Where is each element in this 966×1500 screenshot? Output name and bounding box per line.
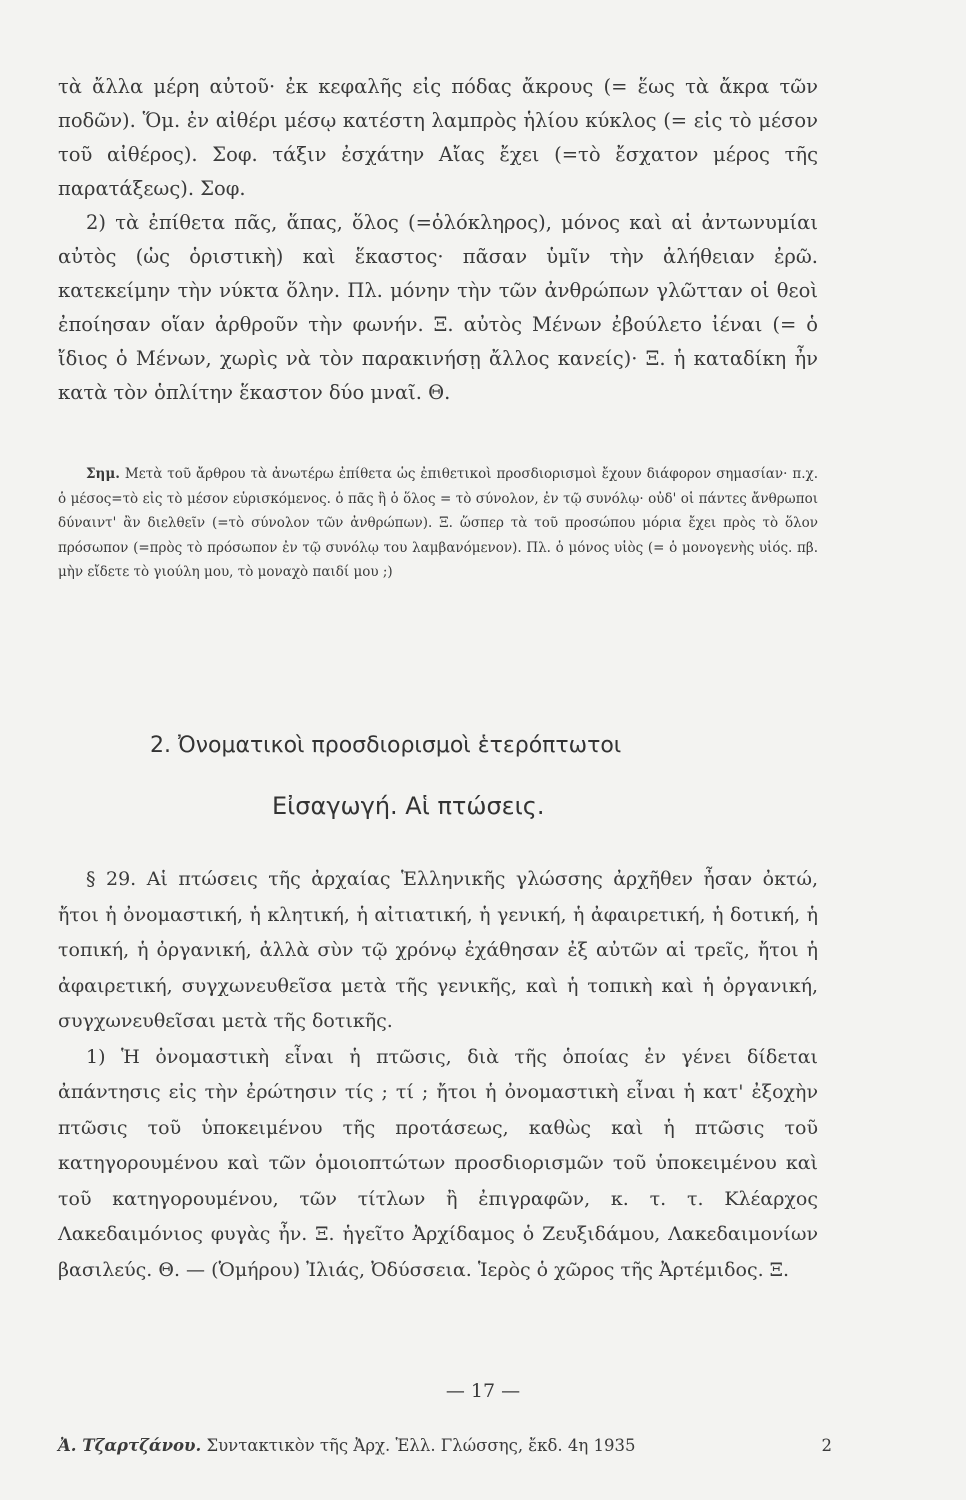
note-text: Μετὰ τοῦ ἄρθρου τὰ ἀνωτέρω ἐπίθετα ὡς ἐπιθετικοὶ προσδιορισμοὶ ἔχουν διάφορον σημασίαν· π.χ. ὁ μέσος=τὸ εἰς τὸ μέσον εὑρισκόμενος. ὁ πᾶς ἢ ὁ ὅλος = τὸ σύνολον, ἐν τῷ συνόλῳ· οὐδ' οἱ πάντες ἄνθρωποι δύναιντ' ἂν διελθεῖν (=τὸ σύνολον τῶν ἀνθρώπων). Ξ. ὥσπερ τὰ τοῦ προσώπου μόρια ἔχει πρὸς τὸ ὅλον πρόσωπον (=πρὸς τὸ πρόσωπον ἐν τῷ συνόλῳ του λαμβανόμενον). Πλ. ὁ μόνος υἱὸς (= ὁ μονογενὴς υἱός. πβ. μὴν εἴδετε τὸ γιούλη μου, τὸ μοναχὸ παιδί μου ;) <box>58 466 818 580</box>
paragraph-adjectives: 2) τὰ ἐπίθετα πᾶς, ἅπας, ὅλος (=ὁλόκληρος), μόνος καὶ αἱ ἀντωνυμίαι αὐτὸς (ὡς ὁριστικὴ) καὶ ἕκαστος· πᾶσαν ὑμῖν τὴν ἀλήθειαν ἐρῶ. κατεκείμην τὴν νύκτα ὅλην. Πλ. μόνην τὴν τῶν ἀνθρώπων γλῶτταν οἱ θεοὶ ἐποίησαν οἵαν ἀρθροῦν τὴν φωνήν. Ξ. αὐτὸς Μένων ἐβούλετο ἰέναι (= ὁ ἴδιος ὁ Μένων, χωρὶς νὰ τὸν παρακινήσῃ ἄλλος κανείς)· Ξ. ἡ καταδίκη ἦν κατὰ τὸν ὁπλίτην ἕκαστον δύο μναῖ. Θ. <box>58 211 818 404</box>
page-number: — 17 — <box>445 1380 521 1402</box>
chapter-number: 2. <box>150 733 171 758</box>
note-label: Σημ. <box>86 466 120 482</box>
page-footer <box>58 1436 832 1455</box>
section-subtitle: Εἰσαγωγή. Αἱ πτώσεις. <box>272 792 545 820</box>
footer-author: Ἀ. Τζαρτζάνου. <box>58 1436 202 1455</box>
paragraph-parts: τὰ ἄλλα μέρη αὐτοῦ· ἐκ κεφαλῆς εἰς πόδας ἄκρους (= ἕως τὰ ἄκρα τῶν ποδῶν). Ὅμ. ἐν αἰθέρι μέσῳ κατέστη λαμπρὸς ἡλίου κύκλος (= εἰς τὸ μέσον τοῦ αἰθέρος). Σοφ. τάξιν ἐσχάτην Αἴας ἔχει (=τὸ ἔσχατον μέρος τῆς παρατάξεως). Σοφ. <box>58 75 818 200</box>
chapter-heading <box>150 733 621 758</box>
section-29 <box>58 862 818 1288</box>
footer-sheet-number: 2 <box>821 1436 832 1455</box>
note-paragraph <box>58 462 818 585</box>
paragraph-cases-intro: § 29. Αἱ πτώσεις τῆς ἀρχαίας Ἑλληνικῆς γλώσσης ἀρχῆθεν ἦσαν ὀκτώ, ἤτοι ἡ ὀνομαστική, ἡ κλητική, ἡ αἰτιατική, ἡ γενική, ἡ ἀφαιρετική, ἡ δοτική, ἡ τοπική, ἡ ὀργανική, ἀλλὰ σὺν τῷ χρόνῳ ἐχάθησαν ἐξ αὐτῶν αἱ τρεῖς, ἤτοι ἡ ἀφαιρετική, συγχωνευθεῖσα μετὰ τῆς γενικῆς, καὶ ἡ τοπικὴ καὶ ἡ ὀργανική, συγχωνευθεῖσαι μετὰ τῆς δοτικῆς. <box>58 868 818 1032</box>
paragraph-nominative: 1) Ἡ ὀνομαστικὴ εἶναι ἡ πτῶσις, διὰ τῆς ὁποίας ἐν γένει δίδεται ἀπάντησις εἰς τὴν ἐρώτησιν τίς ; τί ; ἤτοι ἡ ὀνομαστικὴ εἶναι ἡ κατ' ἐξοχὴν πτῶσις τοῦ ὑποκειμένου τῆς προτάσεως, καθὼς καὶ ἡ πτῶσις τοῦ κατηγορουμένου καὶ τῶν ὁμοιοπτώτων προσδιορισμῶν τοῦ ὑποκειμένου καὶ τοῦ κατηγορουμένου, τῶν τίτλων ἢ ἐπιγραφῶν, κ. τ. τ. Κλέαρχος Λακεδαιμόνιος φυγὰς ἦν. Ξ. ἡγεῖτο Ἀρχίδαμος ὁ Ζευξιδάμου, Λακεδαιμονίων βασιλεύς. Θ. — (Ὁμήρου) Ἰλιάς, Ὀδύσσεια. Ἱερὸς ὁ χῶρος τῆς Ἀρτέμιδος. Ξ. <box>58 1045 818 1281</box>
note-block <box>58 462 818 585</box>
footer-book-title: Συντακτικὸν τῆς Ἀρχ. Ἑλλ. Γλώσσης, ἔκδ. 4η 1935 <box>206 1436 636 1455</box>
top-text <box>58 70 818 410</box>
chapter-title: Ὀνοματικοὶ προσδιορισμοὶ ἑτερόπτωτοι <box>178 733 622 758</box>
footer-citation <box>58 1436 636 1455</box>
